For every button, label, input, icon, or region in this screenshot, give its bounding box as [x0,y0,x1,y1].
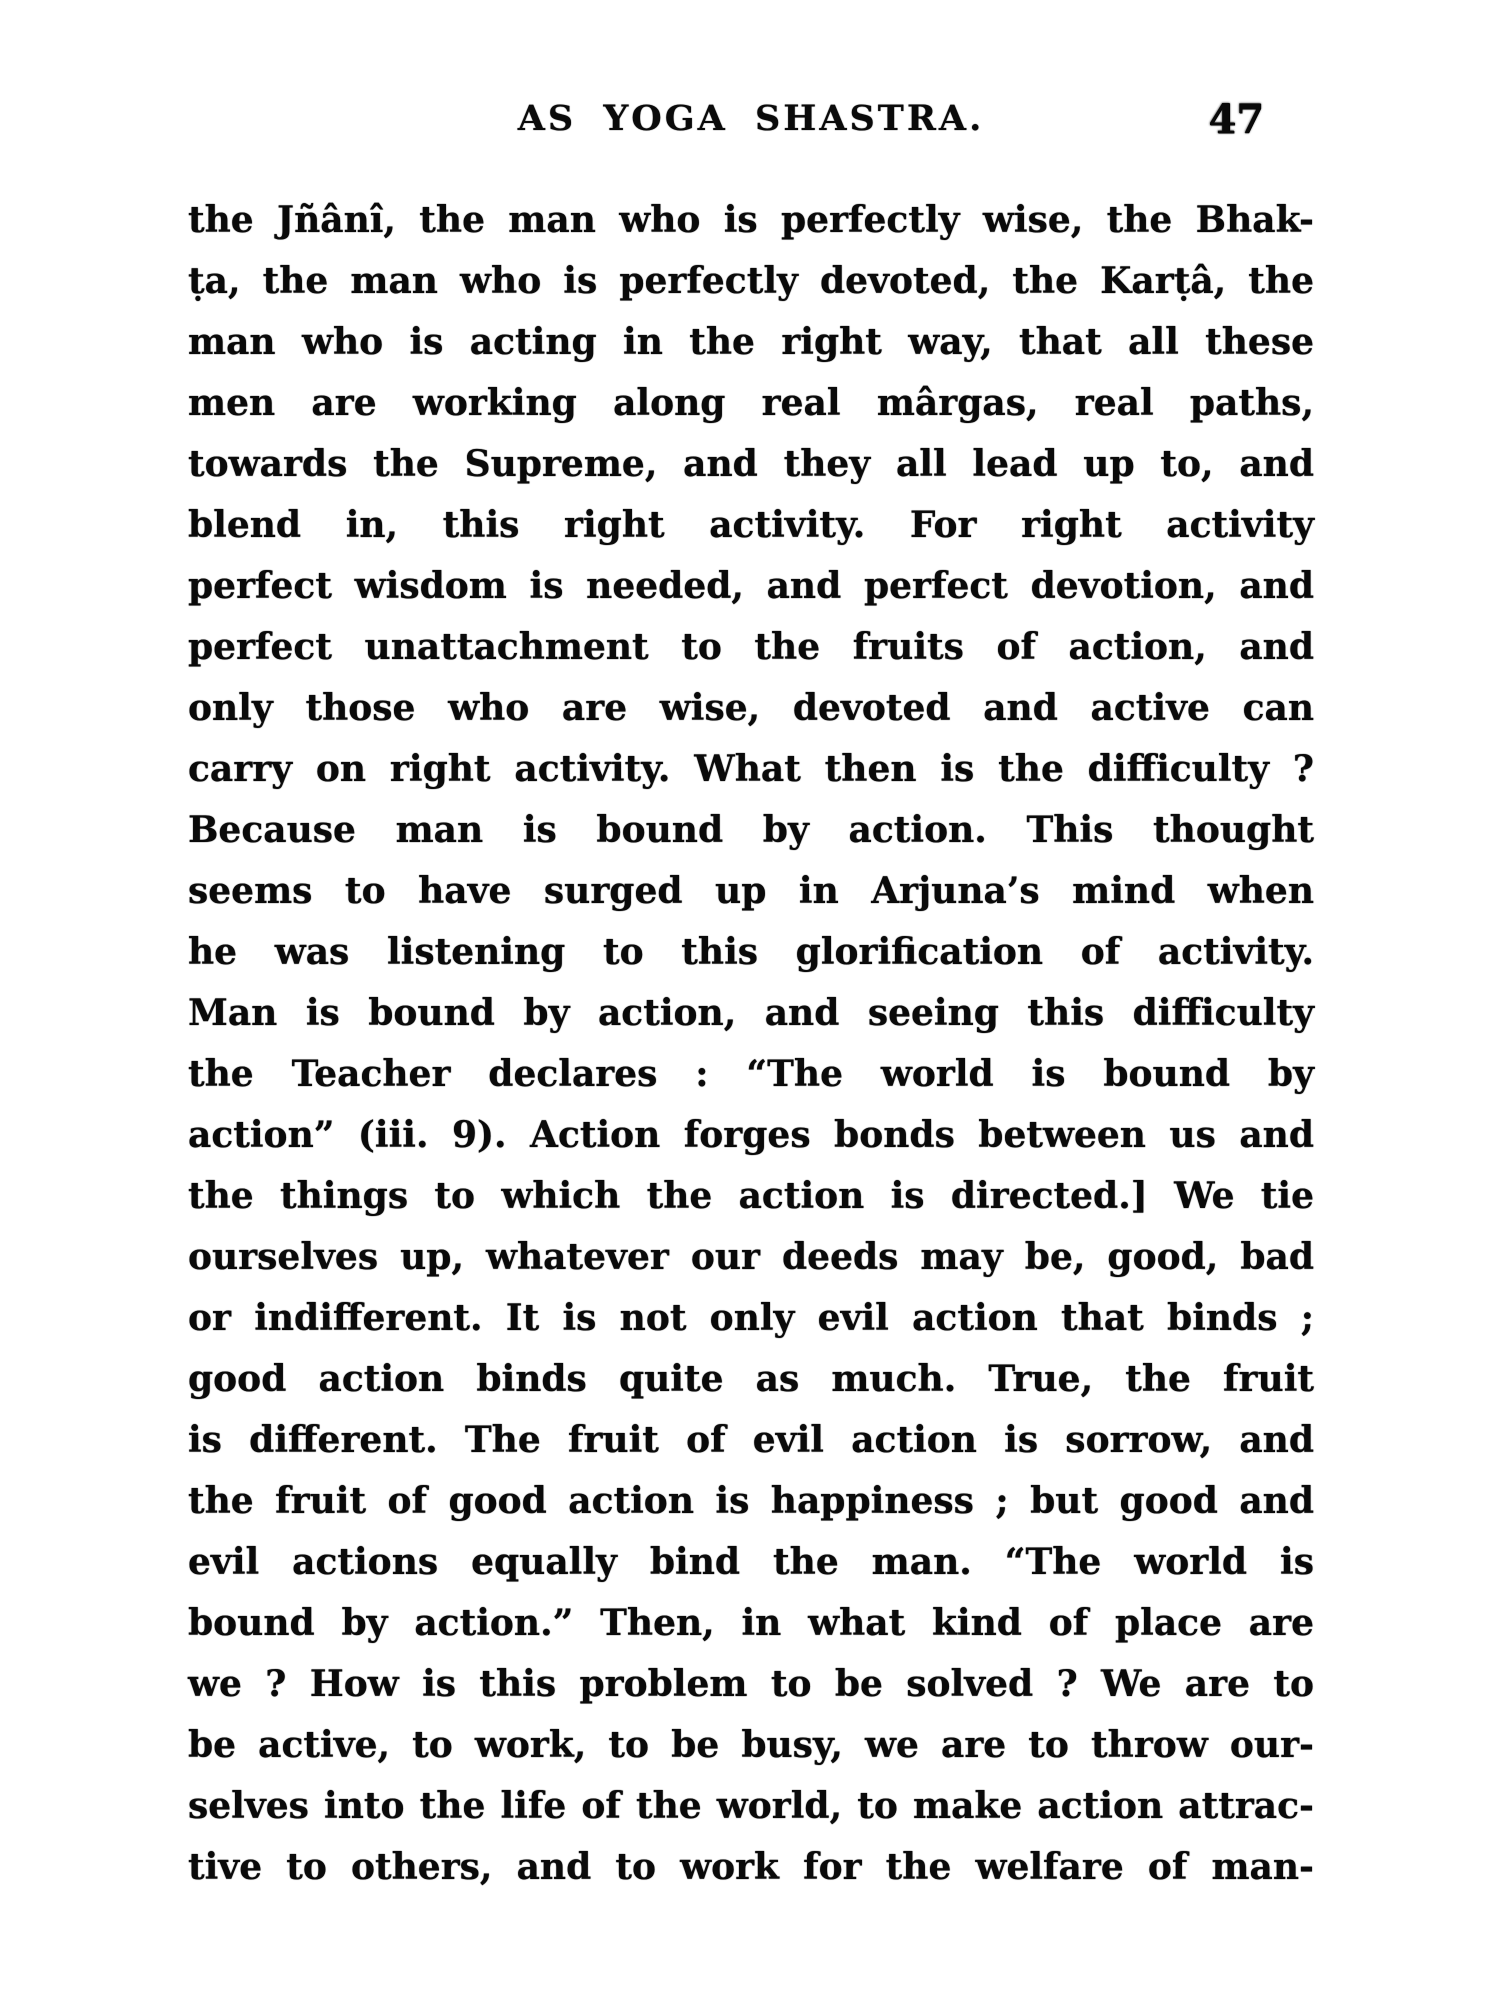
page-header [188,98,1314,156]
text-line: man who is acting in the right way, that all these [188,321,1314,363]
text-line: seems to have surged up in Arjuna’s mind when [188,870,1314,912]
text-line: or indifferent. It is not only evil action that binds ; [188,1297,1314,1339]
text-line: towards the Supreme, and they all lead up to, and [188,443,1314,485]
page-number: 47 [1208,96,1264,143]
text-line: is different. The fruit of evil action is sorrow, and [188,1419,1314,1461]
text-line: ṭa, the man who is perfectly devoted, the Karṭâ, the [188,260,1314,302]
text-line: blend in, this right activity. For right activity [188,504,1314,546]
text-line: the things to which the action is directed.] We tie [188,1175,1314,1217]
text-line: we ? How is this problem to be solved ? We are to [188,1663,1314,1705]
text-line: the Teacher declares : “The world is bound by [188,1053,1314,1095]
text-line: perfect wisdom is needed, and perfect devotion, and [188,565,1314,607]
text-line: the Jñânî, the man who is perfectly wise, the Bhak- [188,199,1314,241]
text-line: only those who are wise, devoted and active can [188,687,1314,729]
text-line: he was listening to this glorification of activity. [188,931,1314,973]
text-line: bound by action.” Then, in what kind of place are [188,1602,1314,1644]
body-text [188,190,1314,1898]
text-line: carry on right activity. What then is the difficulty ? [188,748,1314,790]
text-line: ourselves up, whatever our deeds may be, good, bad [188,1236,1314,1278]
text-line: men are working along real mârgas, real paths, [188,382,1314,424]
text-line: perfect unattachment to the fruits of action, and [188,626,1314,668]
text-line: Man is bound by action, and seeing this difficulty [188,992,1314,1034]
running-head-title: AS YOGA SHASTRA. [517,98,985,139]
text-line: evil actions equally bind the man. “The world is [188,1541,1314,1583]
text-line: action” (iii. 9). Action forges bonds between us and [188,1114,1314,1156]
text-line: selves into the life of the world, to make action attrac- [188,1785,1314,1827]
text-line: be active, to work, to be busy, we are to throw our- [188,1724,1314,1766]
text-line: good action binds quite as much. True, the fruit [188,1358,1314,1400]
text-line: tive to others, and to work for the welfare of man- [188,1846,1314,1888]
text-line: Because man is bound by action. This thought [188,809,1314,851]
text-line: the fruit of good action is happiness ; but good and [188,1480,1314,1522]
